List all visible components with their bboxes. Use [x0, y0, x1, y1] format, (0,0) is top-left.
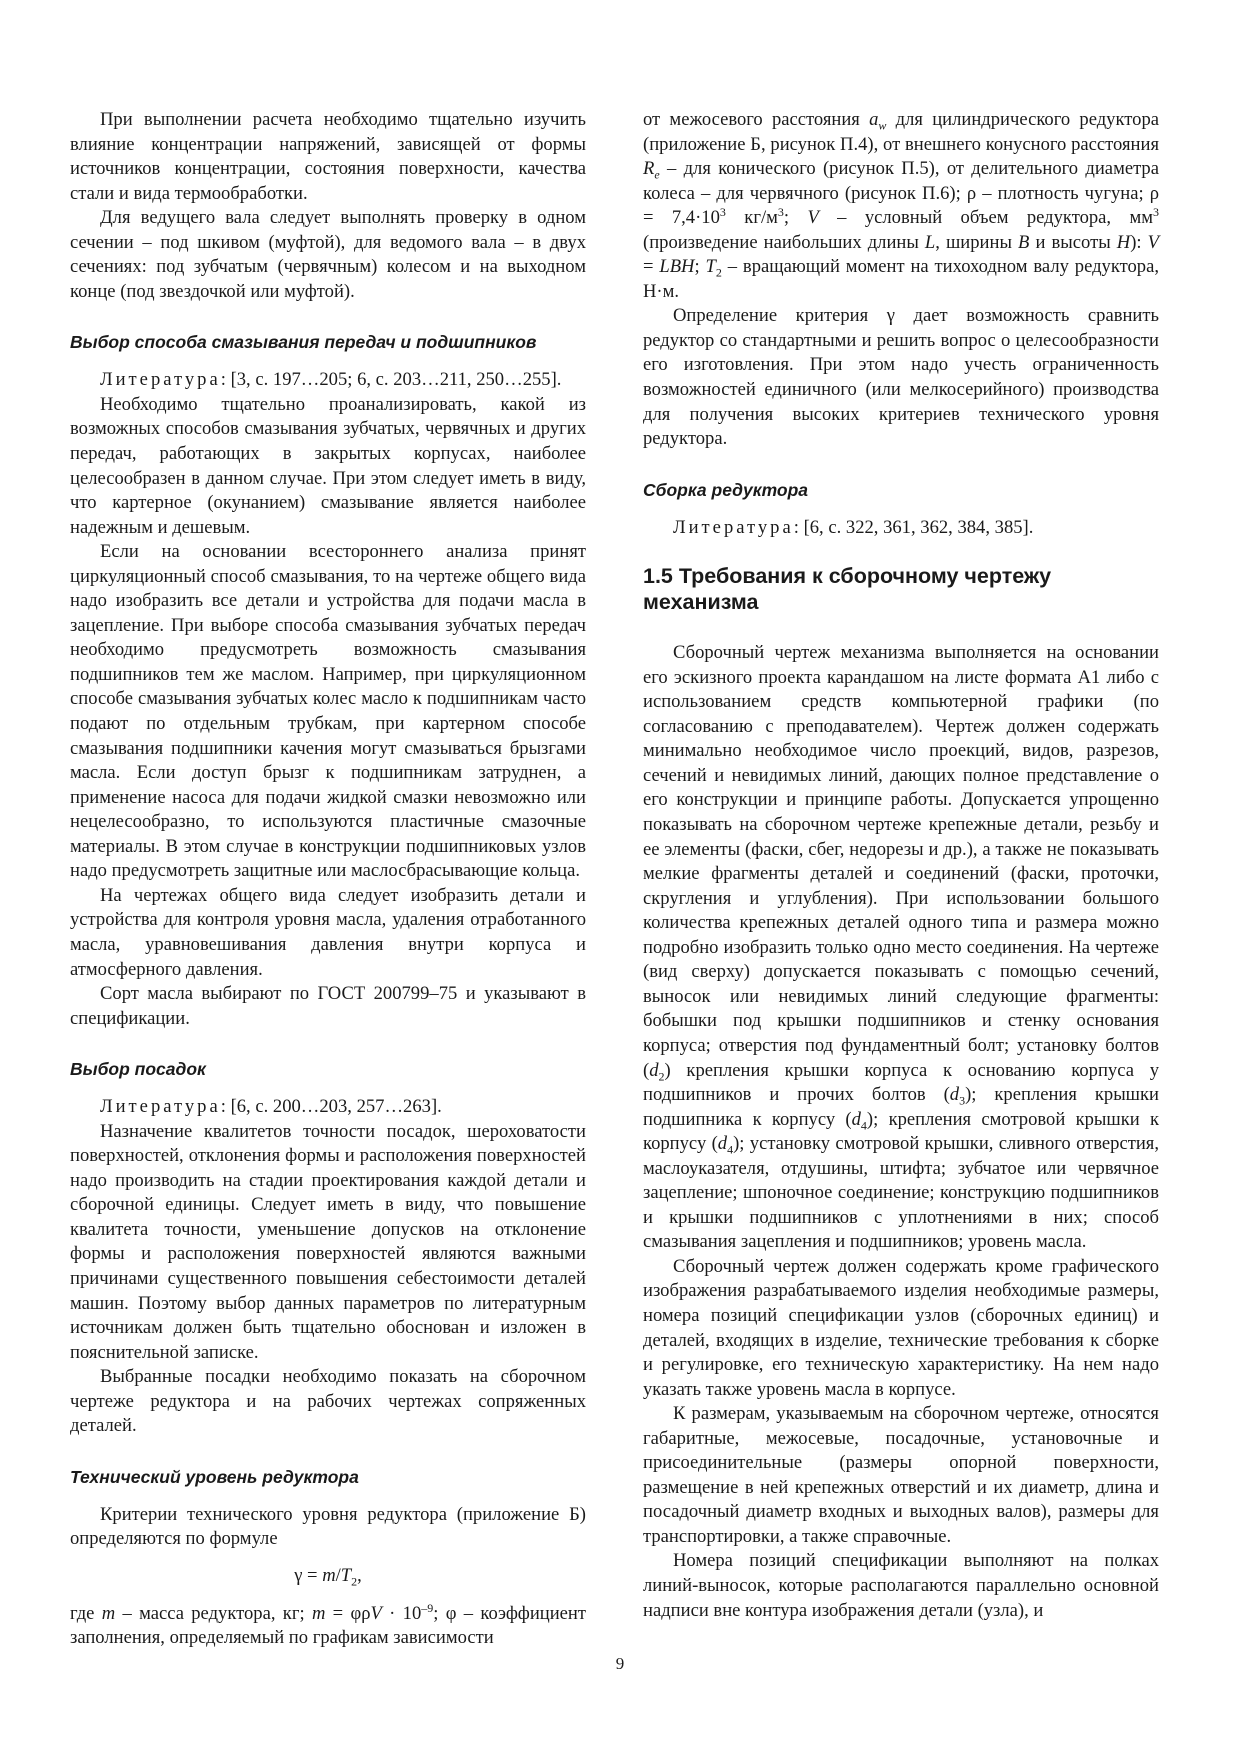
literature-reference — [70, 1095, 586, 1120]
text-run: V — [1147, 231, 1159, 253]
paragraph: Назначение квалитетов точности посадок, шероховатости поверхностей, отклонения формы и расположения поверхностей надо производить на стадии проектирования каждой детали и сборочной единицы. Следует иметь в виду, что повышение квалитета точности, уменьшение допусков на отклонение формы и расположения поверхностей являются важными причинами существенного повышения себестоимости деталей машин. Поэтому выбор данных параметров по литературным источникам должен быть тщательно обоснован и изложен в пояснительной записке. — [70, 1120, 586, 1363]
text-run: – вращающий момент на тихоходном валу редуктора, Н·м. — [643, 256, 1159, 302]
text-run: = — [643, 256, 660, 278]
text-run: w — [878, 118, 887, 133]
literature-label: Литература — [673, 516, 794, 538]
text-run: – условный объем редуктора, мм — [818, 207, 1153, 229]
formula-part: m — [322, 1564, 336, 1586]
text-run: 4 — [860, 1118, 867, 1133]
paragraph: Необходимо тщательно проанализировать, какой из возможных способов смазывания зубчатых, червячных и других передач, работающих в закрытых корпусах, наиболее целесообразен в данном случае. При этом следует иметь в виду, что картерное (окунанием) смазывание является наиболее надежным и дешевым. — [70, 393, 586, 538]
text-run: 3 — [719, 205, 726, 219]
text-run: где — [70, 1602, 102, 1624]
text-run: и высоты — [1029, 231, 1117, 253]
text-run: Сборочный чертеж механизма выполняется на основании его эскизного проекта карандашом на листе формата А1 либо с использованием средств компьютерной графики (по согласованию с преподавателем). Чертеж должен содержать минимально необходимое число проекций, видов, разрезов, сечений и невидимых линий, дающих полное представление о его конструкции и принципе работы. Допускается упрощенно показывать на сборочном чертеже крепежные детали, резьбу и ее элементы (фаски, сбег, недорезы и др.), а также не показывать мелкие фрагменты деталей и соединений (фаски, проточки, скругления и углубления). При использовании большого количества крепежных деталей одного типа и размера можно подробно изобразить только одно место соединения. На чертеже (вид сверху) допускается показывать с помощью сечений, выносок или невидимых линий следующие фрагменты: бобышки под крышки подшипников и стенку основания корпуса; отверстия под фундаментный болт; установку болтов ( — [643, 642, 1159, 1081]
text-run: 3 — [1152, 205, 1159, 219]
text-run: ) крепления крышки корпуса к основанию корпуса у подшипников и прочих болтов ( — [643, 1059, 1159, 1106]
text-run: · 10 — [381, 1602, 422, 1624]
text-run: V — [370, 1602, 382, 1624]
formula-part: 2 — [351, 1574, 358, 1589]
text-run: m — [311, 1602, 326, 1624]
section-title: 1.5 Требования к сборочному чертежу механизма — [643, 564, 1052, 615]
formula-part: T — [340, 1564, 352, 1586]
paragraph — [643, 641, 1159, 1255]
literature-reference — [643, 516, 1159, 541]
text-run: ); установку смотровой крышки, сливного отверстия, маслоуказателя, отдушины, штифта; зубчатое или червячное зацепление; шпоночное соединение; конструкцию подшипников и крышки подшипников с уплотнениями в них; способ смазывания зацепления и подшипников; уровень масла. — [643, 1133, 1160, 1253]
literature-label: Литература — [100, 369, 221, 391]
text-run: = φρ — [325, 1602, 371, 1624]
text-run: 3 — [959, 1093, 966, 1108]
text-run: ; — [783, 207, 808, 229]
text-run: 3 — [777, 205, 784, 219]
paragraph: Сорт масла выбирают по ГОСТ 200799–75 и указывают в спецификации. — [70, 983, 586, 1029]
page-number: 9 — [615, 1654, 625, 1673]
right-column — [643, 108, 1159, 1623]
formula-part: , — [357, 1564, 362, 1586]
text-run: – для конического (рисунок П.5), от делительного диаметра колеса – для червячного (рисунок П.6); ρ – плотность чугуна; ρ = 7,4·10 — [643, 158, 1159, 229]
text-run: d — [717, 1133, 728, 1155]
literature-text: : [6, с. 200…203, 257…263]. — [220, 1096, 442, 1118]
text-run: d — [649, 1059, 659, 1081]
text-run: V — [807, 207, 819, 229]
subheading-tech-level: Технический уровень редуктора — [70, 1466, 359, 1487]
text-run: ); крепления крышки подшипника к корпусу ( — [643, 1084, 1159, 1130]
literature-label: Литература — [100, 1096, 221, 1118]
left-column — [70, 108, 586, 1651]
text-run: 2 — [658, 1069, 665, 1084]
paragraph: На чертежах общего вида следует изобразить детали и устройства для контроля уровня масла, удаления отработанного масла, уравновешивания давления внутри корпуса и атмосферного давления. — [70, 884, 586, 980]
text-run: LBH — [659, 256, 695, 278]
text-run: от межосевого расстояния — [643, 109, 870, 130]
text-run: 2 — [715, 266, 722, 280]
literature-text: : [6, с. 322, 361, 362, 384, 385]. — [793, 516, 1034, 538]
text-run: для цилиндрического редуктора (приложение Б, рисунок П.4), от внешнего конусного расстояния — [643, 109, 1159, 155]
paragraph — [70, 1602, 586, 1651]
text-run: ): — [1130, 231, 1148, 253]
text-run: 4 — [727, 1142, 734, 1157]
paragraph — [643, 108, 1159, 304]
text-run: , ширины — [935, 231, 1019, 253]
text-run: L — [924, 231, 936, 253]
paragraph: Сборочный чертеж должен содержать кроме графического изображения разрабатываемого изделия необходимые размеры, номера позиций спецификации узлов (сборочных единиц) и деталей, входящих в изделие, технические требования к сборке и регулировке, его техническую характеристику. На нем надо указать также уровень масла в корпусе. — [643, 1255, 1159, 1400]
text-run: R — [643, 158, 655, 180]
literature-text: : [3, с. 197…205; 6, с. 203…211, 250…255]. — [220, 369, 562, 391]
paragraph: Выбранные посадки необходимо показать на сборочном чертеже редуктора и на рабочих чертежах сопряженных деталей. — [70, 1366, 586, 1437]
text-run: e — [654, 167, 660, 182]
text-run: –9 — [421, 1600, 434, 1615]
text-run: m — [101, 1602, 116, 1624]
text-run: (произведение наибольших длины — [643, 231, 925, 253]
text-run: ; φ – коэффициент заполнения, определяемый по графикам зависимости — [70, 1602, 587, 1649]
text-run: H — [1116, 231, 1131, 253]
subheading-fits: Выбор посадок — [70, 1059, 206, 1080]
formula — [70, 1564, 586, 1588]
paragraph: Определение критерия γ дает возможность сравнить редуктор со стандартными и решить вопрос о целесообразности его изготовления. При этом надо учесть ограниченность возможностей единичного (или мелкосерийного) производства для получения высоких критериев технического уровня редуктора. — [643, 305, 1159, 450]
text-run: B — [1018, 231, 1030, 253]
paragraph: К размерам, указываемым на сборочном чертеже, относятся габаритные, межосевые, посадочные, установочные и присоединительные (размеры опорной поверхности, размещение в ней крепежных отверстий и их диаметр, длина и посадочный диаметр входных и выходных валов), размеры для транспортировки, а также справочные. — [643, 1403, 1159, 1547]
text-run: d — [949, 1084, 960, 1106]
formula-part: / — [335, 1564, 341, 1586]
text-run: T — [705, 256, 716, 278]
text-run: – масса редуктора, кг; — [115, 1602, 312, 1624]
text-run: ); крепления смотровой крышки к корпусу ( — [643, 1108, 1160, 1155]
text-run: a — [869, 109, 879, 130]
subheading-assembly: Сборка редуктора — [643, 479, 809, 500]
paragraph: Для ведущего вала следует выполнять проверку в одном сечении – под шкивом (муфтой), для ведомого вала – в двух сечениях: под зубчатым (червячным) колесом и на выходном конце (под звездочкой или муфтой). — [70, 207, 586, 302]
subheading-lubrication: Выбор способа смазывания передач и подшипников — [70, 332, 537, 353]
literature-reference — [70, 368, 586, 393]
text-run: d — [851, 1108, 861, 1130]
paragraph: Номера позиций спецификации выполняют на полках линий-выносок, которые располагаются параллельно основной надписи вне контура изображения детали (узла), и — [643, 1550, 1159, 1621]
text-run: кг/м — [725, 207, 778, 229]
text-run: ; — [694, 256, 706, 278]
formula-part: γ = — [294, 1564, 323, 1586]
paragraph: Если на основании всестороннего анализа принят циркуляционный способ смазывания, то на чертеже общего вида надо изобразить все детали и устройства для подачи масла в зацепление. При выборе способа смазывания зубчатых передач необходимо предусмотреть возможность смазывания подшипников тем же маслом. Например, при циркуляционном способе смазывания зубчатых колес масло к подшипникам часто подают по отдельным трубкам, при картерном способе смазывания подшипники качения могут смазываться брызгами масла. Если доступ брызг к подшипникам затруднен, а применение насоса для подачи жидкой смазки невозможно или нецелесообразно, то используются пластичные смазочные материалы. В этом случае в конструкции подшипниковых узлов надо предусмотреть защитные или маслосбрасывающие кольца. — [70, 541, 586, 882]
paragraph: При выполнении расчета необходимо тщательно изучить влияние концентрации напряжений, зависящей от формы источников концентрации, состояния поверхности, качества стали и вида термообработки. — [70, 109, 586, 204]
paragraph: Критерии технического уровня редуктора (приложение Б) определяются по формуле — [70, 1503, 586, 1550]
